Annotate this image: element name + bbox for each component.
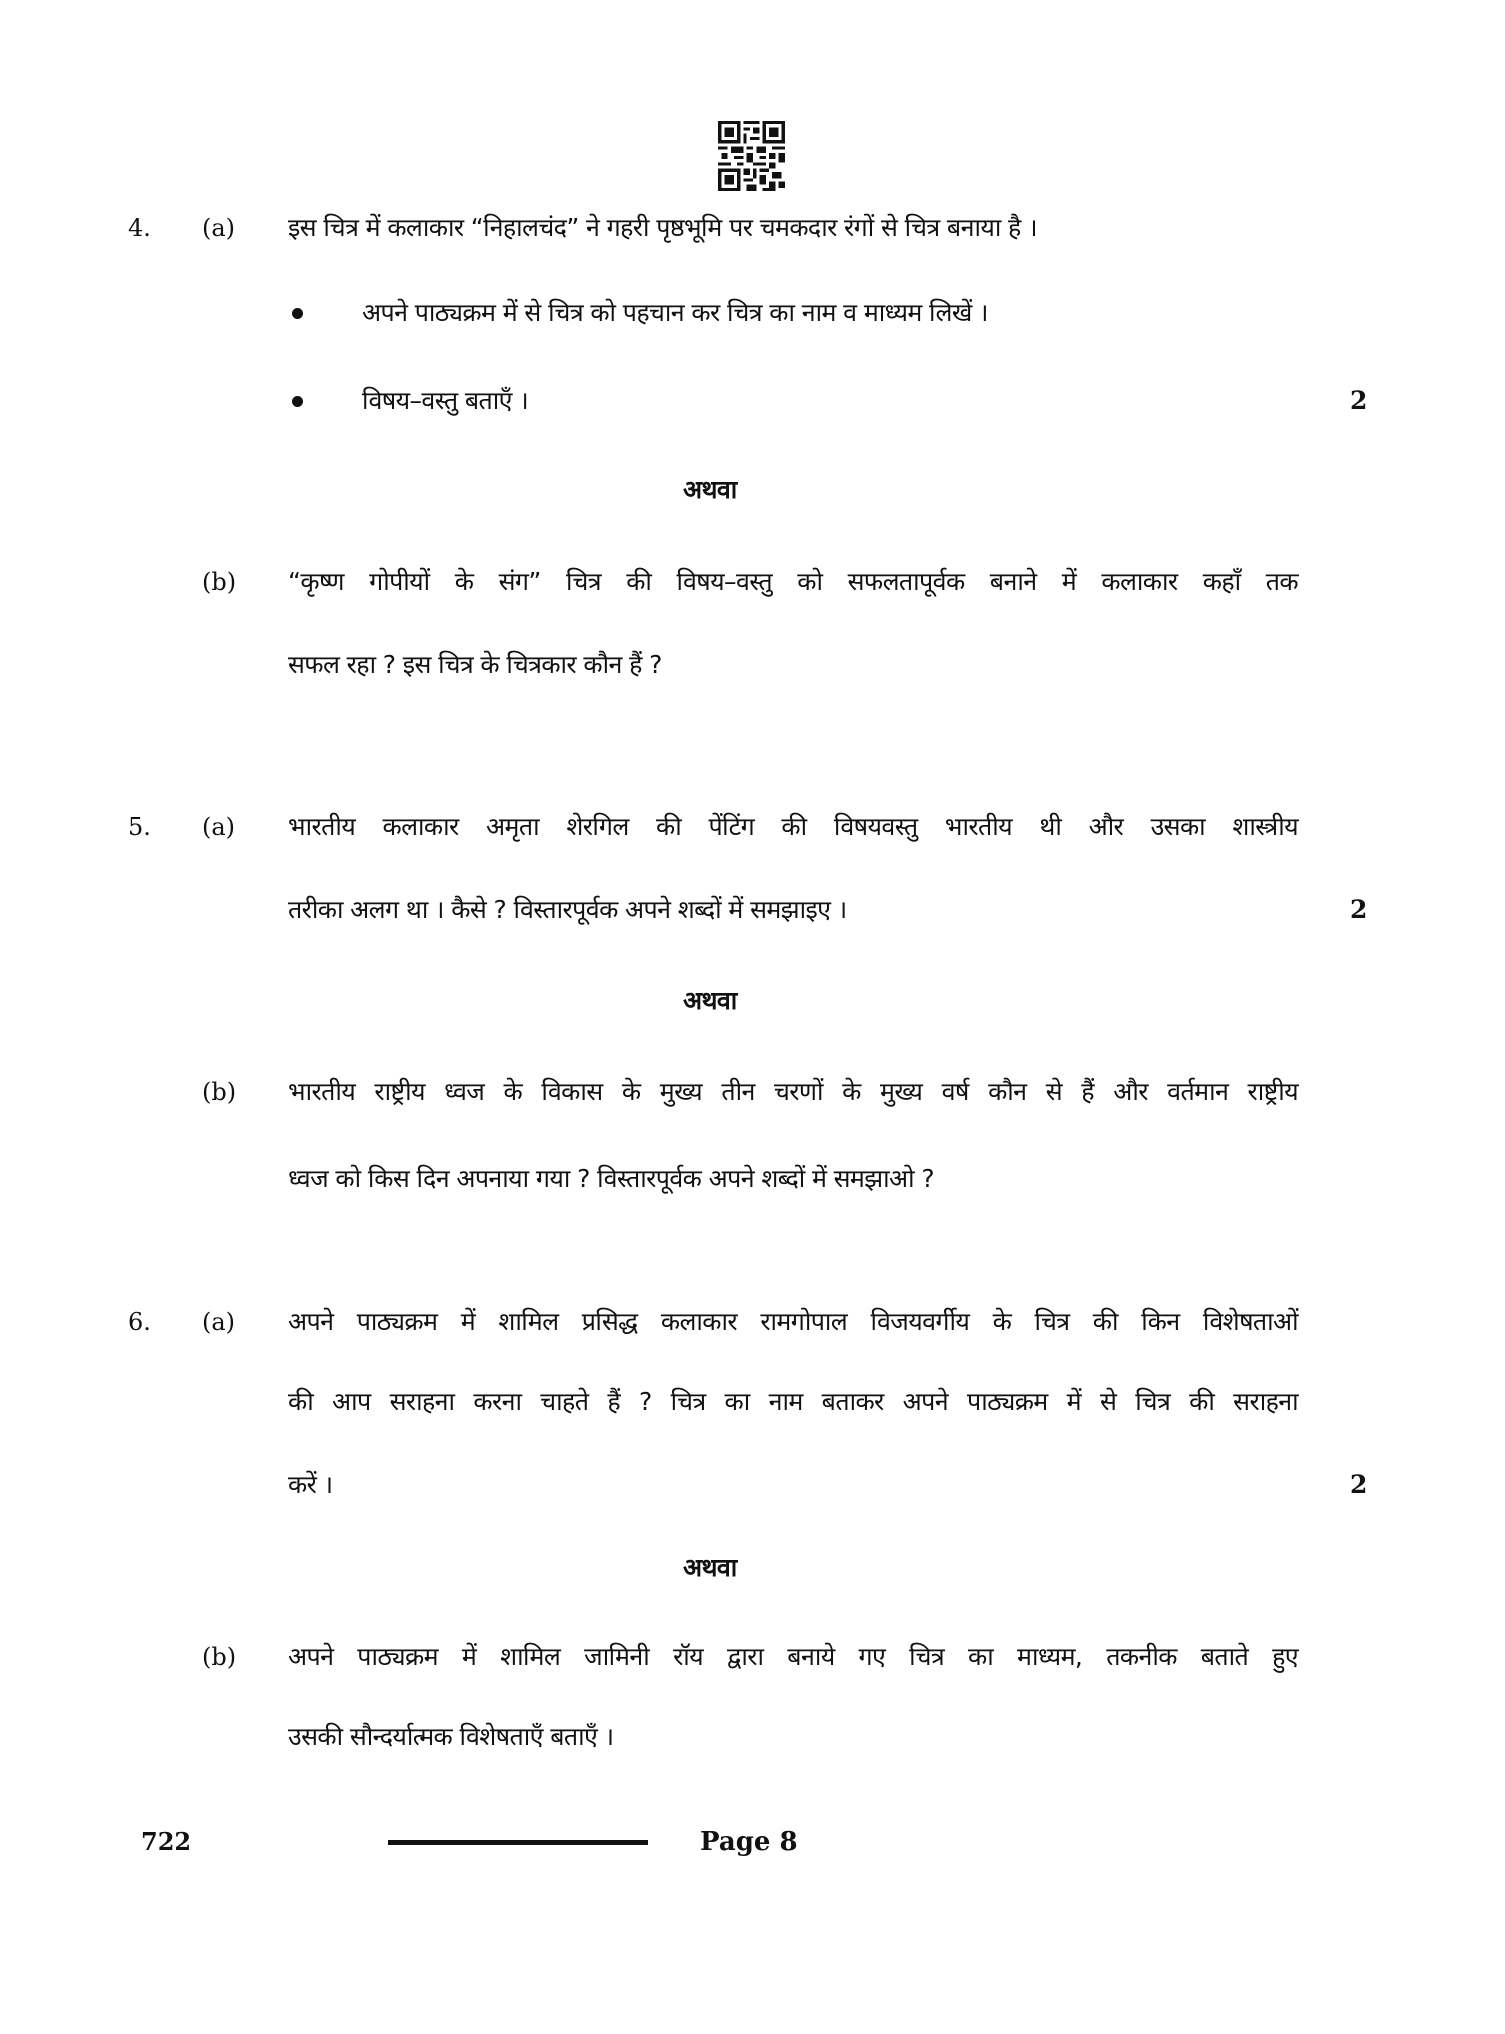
question-text-line: “कृष्ण गोपीयों के संग” चित्र की विषय–वस्तु को सफलतापूर्वक बनाने में कलाकार कहाँ तक <box>288 567 1298 596</box>
question-text-line: करें । <box>288 1470 333 1499</box>
part-label: (b) <box>202 568 237 596</box>
bullet-icon <box>292 308 303 319</box>
question-text-line: अपने पाठ्यक्रम में शामिल प्रसिद्ध कलाकार रामगोपाल विजयवर्गीय के चित्र की किन विशेषताओं <box>288 1307 1298 1336</box>
question-text-line: अपने पाठ्यक्रम में शामिल जामिनी रॉय द्वारा बनाये गए चित्र का माध्यम, तकनीक बताते हुए <box>288 1642 1298 1671</box>
qr-code <box>718 121 785 191</box>
question-text-line: की आप सराहना करना चाहते हैं ? चित्र का नाम बताकर अपने पाठ्यक्रम में से चित्र की सराहना <box>288 1387 1298 1416</box>
or-separator: अथवा <box>683 1553 737 1582</box>
bullet-text: विषय–वस्तु बताएँ । <box>362 386 529 415</box>
part-label: (b) <box>202 1078 237 1106</box>
marks: 2 <box>1350 895 1368 924</box>
question-text-line: भारतीय राष्ट्रीय ध्वज के विकास के मुख्य तीन चरणों के मुख्य वर्ष कौन से हैं और वर्तमान राष्ट्रीय <box>288 1077 1298 1106</box>
footer-divider <box>388 1840 648 1845</box>
question-text-line: तरीका अलग था । कैसे ? विस्तारपूर्वक अपने शब्दों में समझाइए । <box>288 895 847 924</box>
marks: 2 <box>1350 386 1368 415</box>
or-separator: अथवा <box>683 986 737 1015</box>
question-text-line: उसकी सौन्दर्यात्मक विशेषताएँ बताएँ । <box>288 1722 614 1751</box>
bullet-text: अपने पाठ्यक्रम में से चित्र को पहचान कर चित्र का नाम व माध्यम लिखें । <box>362 298 988 327</box>
question-number: 4. <box>128 214 151 242</box>
part-label: (a) <box>202 1308 236 1336</box>
part-label: (a) <box>202 214 236 242</box>
question-text-line: ध्वज को किस दिन अपनाया गया ? विस्तारपूर्वक अपने शब्दों में समझाओ ? <box>288 1164 935 1193</box>
marks: 2 <box>1350 1470 1368 1499</box>
question-text-line: भारतीय कलाकार अमृता शेरगिल की पेंटिंग की विषयवस्तु भारतीय थी और उसका शास्त्रीय <box>288 812 1298 841</box>
question-text-line: सफल रहा ? इस चित्र के चित्रकार कौन हैं ? <box>288 650 662 679</box>
part-label: (b) <box>202 1643 237 1671</box>
question-number: 6. <box>128 1308 151 1336</box>
or-separator: अथवा <box>683 475 737 504</box>
part-label: (a) <box>202 813 236 841</box>
paper-code: 722 <box>141 1827 192 1856</box>
question-text: इस चित्र में कलाकार “निहालचंद” ने गहरी पृष्ठभूमि पर चमकदार रंगों से चित्र बनाया है । <box>288 213 1037 242</box>
page-number: Page 8 <box>700 1827 798 1857</box>
question-number: 5. <box>128 813 151 841</box>
bullet-icon <box>292 396 303 407</box>
